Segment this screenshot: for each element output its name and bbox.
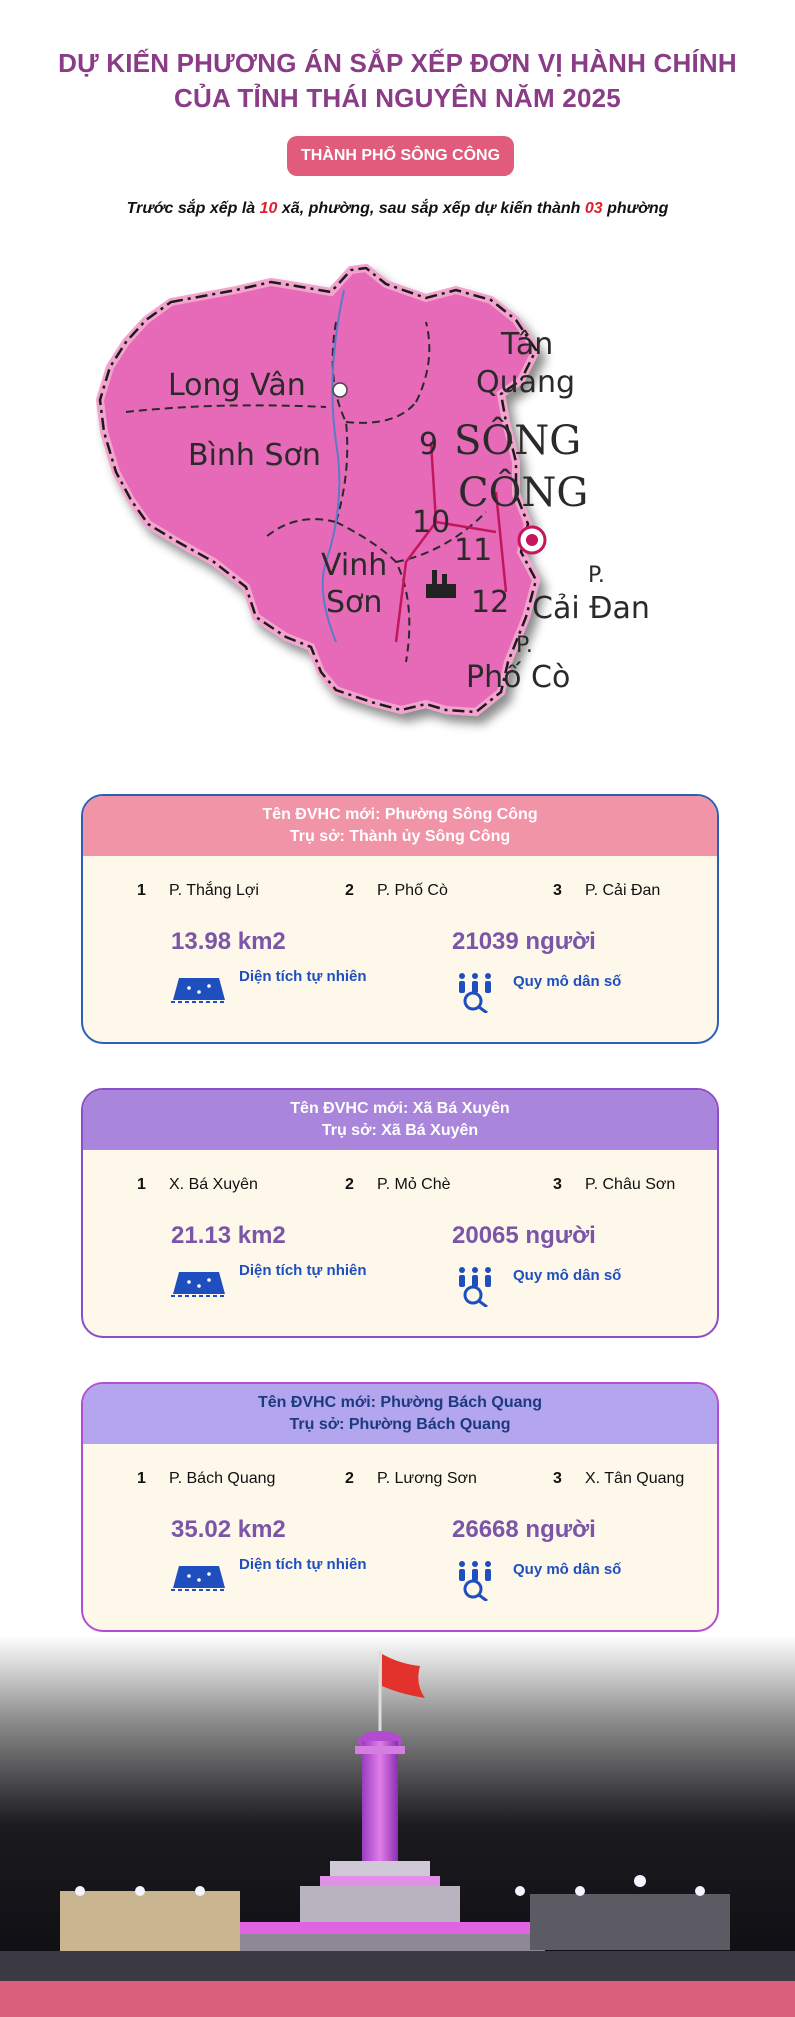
area-label: Diện tích tự nhiên [239,1262,367,1279]
card-headquarters: Trụ sở: Thành ủy Sông Công [289,828,511,845]
item-label: X. Bá Xuyên [169,1176,258,1193]
item-number: 3 [553,1176,562,1193]
area-value: 13.98 km2 [171,928,286,955]
item-number: 2 [345,882,354,899]
unit-card [81,794,719,1044]
item-number: 3 [553,882,562,899]
card-header [83,1384,717,1444]
title-line-1: DỰ KIẾN PHƯƠNG ÁN SẮP XẾP ĐƠN VỊ HÀNH CHÍNH [58,48,737,78]
map-label: Long Vân [168,368,306,403]
area-value: 35.02 km2 [171,1516,286,1543]
land-area-icon [171,974,227,1004]
card-headquarters: Trụ sở: Xã Bá Xuyên [321,1122,479,1139]
footer-bar [0,1981,795,2017]
item-label: P. Lương Sơn [377,1470,477,1487]
map-label: 11 [454,533,493,568]
title-line-2: CỦA TỈNH THÁI NGUYÊN NĂM 2025 [174,83,621,113]
population-icon [455,1265,495,1307]
area-label: Diện tích tự nhiên [239,968,367,985]
item-number: 3 [553,1470,562,1487]
item-label: P. Thắng Lợi [169,882,259,899]
item-label: P. Bách Quang [169,1470,276,1487]
item-label: P. Mỏ Chè [377,1176,451,1193]
population-label: Quy mô dân số [513,1561,622,1578]
population-icon [455,971,495,1013]
district-map [96,262,686,742]
summary-before-count: 10 [259,200,278,217]
map-label: P. [588,563,605,588]
map-marker-city-dot [526,534,538,546]
card-new-name: Tên ĐVHC mới: Xã Bá Xuyên [290,1100,510,1117]
map-label: CÔNG [458,470,589,516]
map-label: Phố Cò [466,660,571,695]
area-value: 21.13 km2 [171,1222,286,1249]
map-label: 9 [419,427,439,462]
merged-units-list [83,1470,717,1492]
item-number: 1 [137,1176,146,1193]
summary-end: phường [602,200,669,217]
map-label: Vinh [321,548,388,583]
card-new-name: Tên ĐVHC mới: Phường Bách Quang [257,1394,543,1411]
summary-after-count: 03 [584,200,603,217]
item-number: 2 [345,1176,354,1193]
merged-units-list [83,882,717,904]
map-label: Quang [476,365,576,400]
land-area-icon [171,1268,227,1298]
summary-middle: xã, phường, sau sắp xếp dự kiến thành [277,200,585,217]
card-headquarters: Trụ sở: Phường Bách Quang [289,1416,511,1433]
map-label: 12 [471,585,510,620]
item-number: 1 [137,1470,146,1487]
population-label: Quy mô dân số [513,1267,622,1284]
item-label: P. Châu Sơn [585,1176,676,1193]
map-label: Tân [501,327,554,362]
merged-units-list [83,1176,717,1198]
card-header [83,1090,717,1150]
item-label: P. Phố Cò [377,882,448,899]
population-label: Quy mô dân số [513,973,622,990]
summary-line [0,200,795,218]
photo-flag-tower [0,1636,795,1981]
summary-before: Trước sắp xếp là [126,200,260,217]
area-label: Diện tích tự nhiên [239,1556,367,1573]
page-title [0,46,795,116]
map-label: P. [516,633,533,658]
map-marker-longvan [333,383,347,397]
unit-card [81,1088,719,1338]
item-number: 1 [137,882,146,899]
population-icon [455,1559,495,1601]
unit-card [81,1382,719,1632]
map-label: 10 [412,505,451,540]
population-value: 21039 người [452,928,596,955]
land-area-icon [171,1562,227,1592]
city-badge: THÀNH PHỐ SÔNG CÔNG [287,136,514,176]
map-label: Sơn [326,585,383,620]
item-label: P. Cải Đan [585,882,661,899]
map-label: Cải Đan [532,591,650,626]
item-number: 2 [345,1470,354,1487]
card-header [83,796,717,856]
population-value: 20065 người [452,1222,596,1249]
map-label: Bình Sơn [188,438,321,473]
item-label: X. Tân Quang [585,1470,685,1487]
map-label: SÔNG [454,418,582,464]
population-value: 26668 người [452,1516,596,1543]
card-new-name: Tên ĐVHC mới: Phường Sông Công [262,806,538,823]
